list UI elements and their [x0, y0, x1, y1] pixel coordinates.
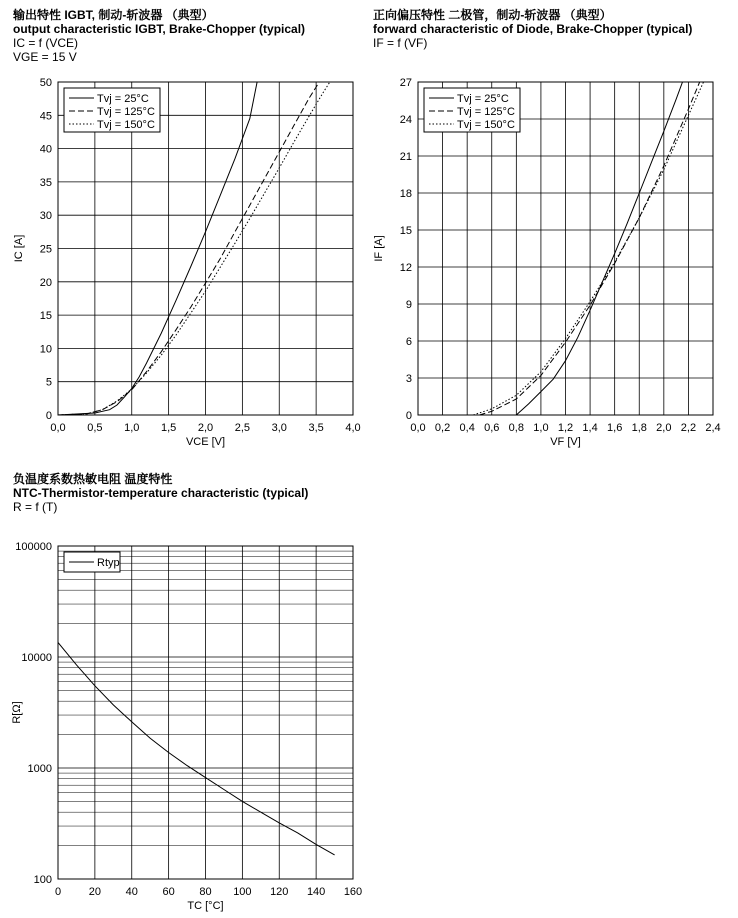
x-tick-label: 120: [270, 886, 289, 898]
chart2-title-en: forward characteristic of Diode, Brake-Chopper (typical): [373, 22, 693, 36]
x-tick-label: 0,5: [87, 422, 103, 434]
x-tick-label: 3,5: [308, 422, 324, 434]
legend-label: Tvj = 25°C: [457, 93, 509, 105]
legend-label: Tvj = 150°C: [457, 119, 515, 131]
chart1-formula: IC = f (VCE): [13, 36, 79, 50]
x-tick-label: 2,0: [197, 422, 214, 434]
y-tick-label: 25: [39, 243, 52, 256]
y-tick-label: 1000: [27, 763, 52, 775]
y-tick-label: 9: [405, 299, 412, 311]
x-tick-label: 1,6: [607, 422, 623, 434]
y-axis-label: R[Ω]: [11, 701, 23, 724]
legend-label: Tvj = 150°C: [97, 119, 155, 131]
y-tick-label: 24: [399, 114, 412, 126]
chart2-formula: IF = f (VF): [373, 36, 428, 50]
y-tick-label: 20: [39, 276, 52, 289]
chart1-title-en: output characteristic IGBT, Brake-Chopper (typical): [13, 22, 306, 36]
y-tick-label: 100000: [15, 541, 52, 553]
y-tick-label: 21: [399, 151, 412, 163]
chart-3: [11, 541, 362, 912]
x-tick-label: 2,2: [680, 422, 697, 434]
legend-label: Tvj = 25°C: [97, 93, 149, 105]
y-tick-label: 50: [39, 77, 52, 89]
x-tick-label: 0,6: [484, 422, 500, 434]
x-tick-label: 20: [88, 886, 101, 898]
x-tick-label: 0,0: [50, 422, 66, 434]
y-tick-label: 10000: [21, 652, 52, 664]
y-tick-label: 100: [33, 874, 52, 886]
x-tick-label: 100: [233, 886, 252, 898]
legend: [64, 88, 160, 132]
y-tick-label: 3: [405, 373, 412, 385]
x-tick-label: 1,0: [124, 422, 140, 434]
y-tick-label: 18: [399, 188, 412, 200]
x-tick-label: 1,2: [557, 422, 574, 434]
chart3-title-en: NTC-Thermistor-temperature characteristic (typical): [13, 486, 309, 500]
y-tick-label: 35: [39, 176, 52, 189]
x-tick-label: 80: [199, 886, 212, 898]
x-axis-label: VCE [V]: [185, 436, 226, 448]
chart-1: [13, 69, 361, 448]
y-tick-label: 15: [39, 310, 52, 323]
chart1-title-cn: 输出特性 IGBT, 制动-斩波器 （典型）: [13, 8, 214, 22]
chart3-formula: R = f (T): [13, 500, 58, 514]
x-tick-label: 0,0: [410, 422, 426, 434]
chart-2: [373, 51, 721, 448]
legend-label: Rtyp: [97, 557, 120, 569]
x-tick-label: 1,0: [533, 422, 549, 434]
x-axis-label: TC [°C]: [187, 900, 224, 912]
y-tick-label: 30: [39, 210, 52, 223]
y-tick-label: 40: [39, 143, 52, 156]
legend: [64, 552, 120, 572]
y-tick-label: 0: [45, 410, 52, 422]
x-tick-label: 160: [343, 886, 363, 898]
y-tick-label: 10: [39, 343, 52, 356]
y-tick-label: 45: [39, 110, 52, 123]
x-tick-label: 3,0: [271, 422, 287, 434]
x-tick-label: 60: [162, 886, 175, 898]
y-axis-label: IF [A]: [373, 235, 385, 262]
y-tick-label: 15: [399, 225, 412, 237]
legend-label: Tvj = 125°C: [97, 106, 155, 118]
x-axis-label: VF [V]: [550, 436, 581, 448]
x-tick-label: 1,8: [631, 422, 647, 434]
series-line-1: [516, 51, 694, 415]
chart2-title-cn: 正向偏压特性 二极管，制动-斩波器 （典型）: [373, 8, 612, 22]
x-tick-label: 1,5: [160, 422, 177, 434]
x-tick-label: 40: [125, 886, 138, 898]
x-tick-label: 1,4: [582, 422, 598, 434]
y-tick-label: 12: [399, 262, 412, 274]
legend: [424, 88, 520, 132]
x-tick-label: 2,5: [234, 422, 251, 434]
x-tick-label: 0,2: [434, 422, 451, 434]
x-tick-label: 0,8: [508, 422, 524, 434]
x-tick-label: 4,0: [345, 422, 361, 434]
x-tick-label: 0: [54, 886, 62, 898]
x-tick-label: 2,0: [656, 422, 672, 434]
chart1-condition: VGE = 15 V: [13, 50, 77, 64]
y-tick-label: 27: [399, 77, 412, 89]
y-tick-label: 5: [45, 376, 52, 389]
y-axis-label: IC [A]: [13, 234, 25, 263]
x-tick-label: 140: [306, 886, 326, 898]
legend-label: Tvj = 125°C: [457, 106, 515, 118]
y-tick-label: 6: [405, 336, 412, 348]
x-tick-label: 0,4: [459, 422, 475, 434]
chart3-title-cn: 负温度系数热敏电阻 温度特性: [13, 472, 173, 486]
y-tick-label: 0: [405, 410, 412, 422]
x-tick-label: 2,4: [705, 422, 721, 434]
